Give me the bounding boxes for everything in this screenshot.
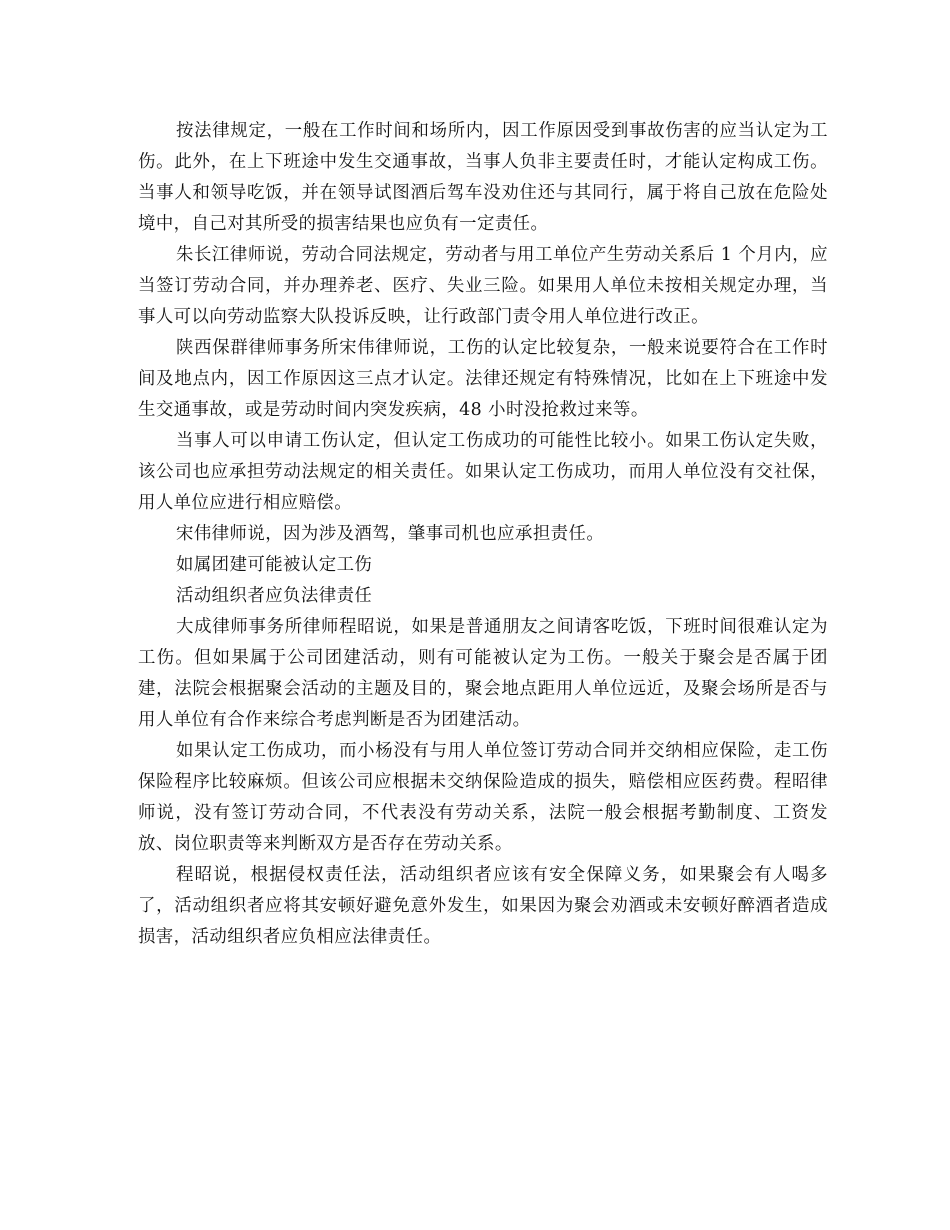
paragraph-cheng-zhao-2: 如果认定工伤成功，而小杨没有与用人单位签订劳动合同并交纳相应保险，走工伤保险程序比较麻烦。但该公司应根据未交纳保险造成的损失，赔偿相应医药费。程昭律师说，没有签订劳动合同，不代表没有劳动关系，法院一般会根据考勤制度、工资发放、岗位职责等来判断双方是否存在劳动关系。 bbox=[138, 741, 828, 854]
subheading-organizer-liability: 活动组织者应负法律责任 bbox=[176, 586, 373, 606]
paragraph-song-wei-1: 陕西保群律师事务所宋伟律师说，工伤的认定比较复杂，一般来说要符合在工作时间及地点内，因工作原因这三点才认定。法律还规定有特殊情况，比如在上下班途中发生交通事故，或是劳动时间内突发疾病，48 小时没抢救过来等。 bbox=[138, 338, 828, 420]
paragraph-injury-application: 当事人可以申请工伤认定，但认定工伤成功的可能性比较小。如果工伤认定失败，该公司也应承担劳动法规定的相关责任。如果认定工伤成功，而用人单位没有交社保，用人单位应进行相应赔偿。 bbox=[138, 431, 828, 513]
paragraph-cheng-zhao-3: 程昭说，根据侵权责任法，活动组织者应该有安全保障义务，如果聚会有人喝多了，活动组织者应将其安顿好避免意外发生，如果因为聚会劝酒或未安顿好醉酒者造成损害，活动组织者应负相应法律责任。 bbox=[138, 865, 828, 947]
paragraph-zhu-changjiang: 朱长江律师说，劳动合同法规定，劳动者与用工单位产生劳动关系后 1 个月内，应当签订劳动合同，并办理养老、医疗、失业三险。如果用人单位未按相关规定办理，当事人可以向劳动监察大队投诉反映，让行政部门责令用人单位进行改正。 bbox=[138, 245, 828, 327]
paragraph-cheng-zhao-1: 大成律师事务所律师程昭说，如果是普通朋友之间请客吃饭，下班时间很难认定为工伤。但如果属于公司团建活动，则有可能被认定为工伤。一般关于聚会是否属于团建，法院会根据聚会活动的主题及目的，聚会地点距用人单位远近，及聚会场所是否与用人单位有合作来综合考虑判断是否为团建活动。 bbox=[138, 617, 828, 730]
document-body bbox=[138, 116, 828, 953]
paragraph-song-wei-2: 宋伟律师说，因为涉及酒驾，肇事司机也应承担责任。 bbox=[176, 524, 605, 544]
paragraph-work-injury-rules: 按法律规定，一般在工作时间和场所内，因工作原因受到事故伤害的应当认定为工伤。此外，在上下班途中发生交通事故，当事人负非主要责任时，才能认定构成工伤。当事人和领导吃饭，并在领导试图酒后驾车没劝住还与其同行，属于将自己放在危险处境中，自己对其所受的损害结果也应负有一定责任。 bbox=[138, 121, 828, 234]
subheading-team-building: 如属团建可能被认定工伤 bbox=[176, 555, 373, 575]
